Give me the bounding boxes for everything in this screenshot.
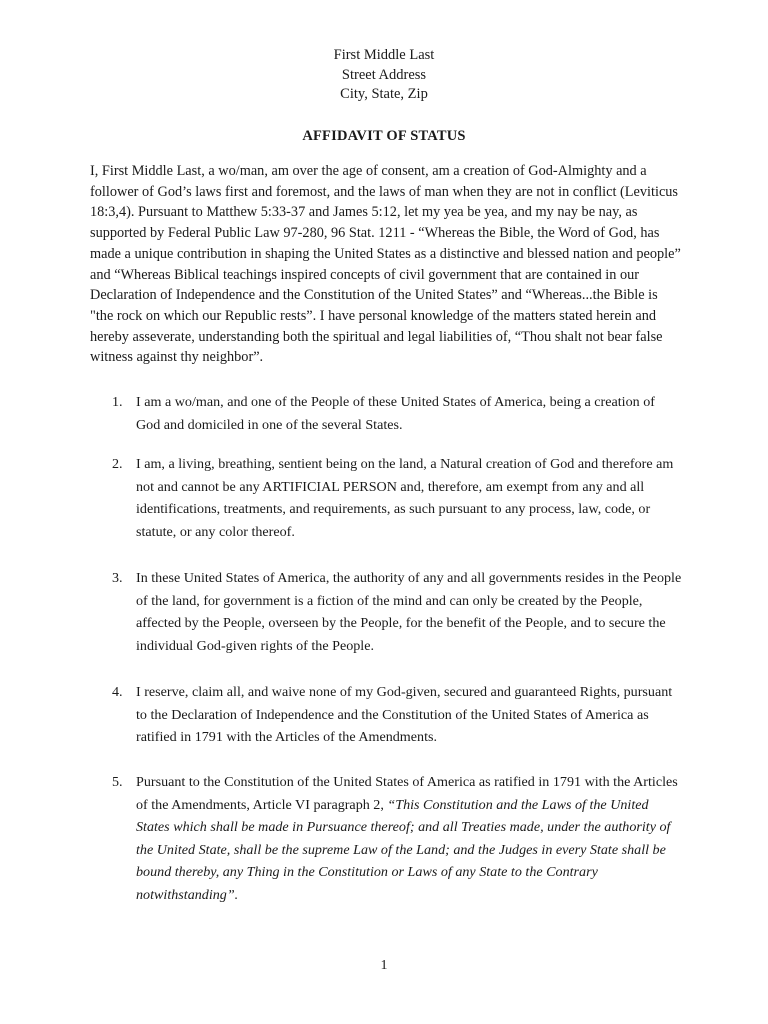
list-item-number: 2.: [112, 456, 123, 472]
list-item-number: 4.: [112, 684, 123, 700]
list-item-text: I am a wo/man, and one of the People of these United States of America, being a creation of God and domiciled in one of the several States.: [136, 394, 655, 433]
list-item: [112, 453, 682, 543]
list-item-number: 3.: [112, 570, 123, 586]
list-item-number: 1.: [112, 394, 123, 410]
sender-street: Street Address: [341, 66, 427, 83]
sender-name: First Middle Last: [333, 47, 435, 63]
list-item: [112, 391, 682, 436]
intro-paragraph: I, First Middle Last, a wo/man, am over the age of consent, am a creation of God-Almighty and a follower of God’s laws first and foremost, and the laws of man when they are not in conflict (Leviticus 18:3,4). Pursuant to Matthew 5:33-37 and James 5:12, let my yea be yea, and my nay be nay, as supported by Federal Public Law 97-280, 96 Stat. 1211 - “Whereas the Bible, the Word of God, has made a unique contribution in shaping the United States as a distinctive and blessed nation and people” and “Whereas Biblical teachings inspired concepts of civil government that are contained in our Declaration of Independence and the Constitution of the United States” and “Whereas...the Bible is "the rock on which our Republic rests”. I have personal knowledge of the matters stated herein and hereby asseverate, understanding both the spiritual and legal liabilities of, “Thou shalt not bear false witness against thy neighbor”.: [90, 163, 681, 366]
sender-city-state-zip: City, State, Zip: [340, 86, 428, 102]
list-item: [112, 771, 682, 907]
list-item-text: In these United States of America, the authority of any and all governments resides in the People of the land, for government is a fiction of the mind and can only be created by the People, affected by the People, overseen by the People, for the benefit of the People, and to secure the individual God-given rights of the People.: [136, 570, 682, 654]
page-number: 1: [380, 958, 388, 973]
list-item-text: Pursuant to the Constitution of the United States of America as ratified in 1791 with the Articles of the Amendments, Article VI paragraph 2,: [136, 774, 678, 813]
list-item-text: I reserve, claim all, and waive none of my God-given, secured and guaranteed Rights, pursuant to the Declaration of Independence and the Constitution of the United States of America as ratified in 1791 with the Articles of the Amendments.: [136, 684, 673, 746]
list-item-text: I am, a living, breathing, sentient being on the land, a Natural creation of God and therefore am not and cannot be any ARTIFICIAL PERSON and, therefore, am exempt from any and all identifications, treatments, and requirements, as such pursuant to any process, law, code, or statute, or any color thereof.: [136, 456, 674, 540]
list-item: [112, 681, 682, 749]
document-title: AFFIDAVIT OF STATUS: [302, 128, 466, 144]
constitution-quote: “This Constitution and the Laws of the United States which shall be made in Pursuance thereof; and all Treaties made, under the authority of the United State, shall be the supreme Law of the Land; and the Judges in every State shall be bound thereby, any Thing in the Constitution or Laws of any State to the Contrary notwithstanding”.: [136, 796, 671, 903]
sender-address-block: [0, 46, 768, 105]
list-item-text-container: [136, 771, 682, 907]
list-item: [112, 567, 682, 657]
list-item-number: 5.: [112, 774, 123, 790]
